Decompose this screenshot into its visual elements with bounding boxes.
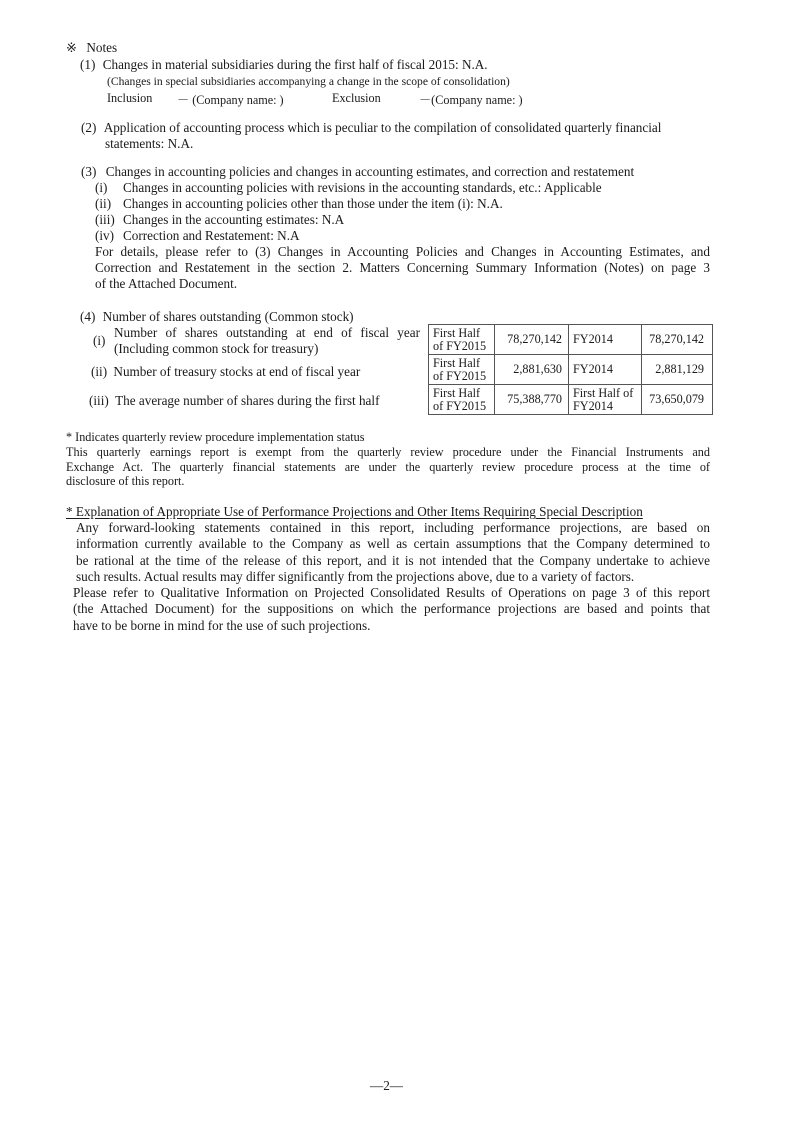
period-cell: FY2014 — [569, 355, 642, 385]
shares-row-ii-label: (ii) Number of treasury stocks at end of fiscal year — [91, 364, 361, 379]
shares-row-i-num: (i) — [93, 333, 106, 348]
exclusion-value: －(Company name: ) — [419, 93, 523, 107]
value-cell: 73,650,079 — [642, 385, 713, 415]
period-cell: First Half of FY2015 — [429, 385, 495, 415]
note-item-4: (4) Number of shares outstanding (Common stock) — [80, 309, 354, 324]
shares-row-iii-label: (iii) The average number of shares during the first half — [89, 393, 380, 408]
note-item-3: (3) Changes in accounting policies and changes in accounting estimates, and correction and restatement — [81, 164, 635, 179]
note-item-3-sub-ii: (ii) Changes in accounting policies other than those under the item (i): N.A. — [95, 196, 503, 211]
inclusion-label: Inclusion — [107, 91, 153, 105]
note-item-1: (1) Changes in material subsidiaries during the first half of fiscal 2015: N.A. — [80, 57, 488, 72]
note-item-3-sub-iv: (iv) Correction and Restatement: N.A — [95, 228, 300, 243]
shares-table — [428, 324, 713, 415]
value-cell: 75,388,770 — [495, 385, 569, 415]
notes-heading: ※ Notes — [66, 40, 118, 55]
table-row — [429, 385, 713, 415]
note-item-3-details: For details, please refer to (3) Changes in Accounting Policies and Changes in Accounting Estimates, and Correction and Restatement in the section 2. Matters Concerning Summary Information (Notes) on page 3 of the Attached Document. — [95, 244, 710, 291]
note-item-2-line2: statements: N.A. — [105, 136, 194, 151]
period-cell: First Half of FY2015 — [429, 355, 495, 385]
value-cell: 78,270,142 — [495, 325, 569, 355]
note-item-3-sub-iii: (iii) Changes in the accounting estimates: N.A — [95, 212, 345, 227]
period-cell: First Half of FY2014 — [569, 385, 642, 415]
shares-row-i-label: Number of shares outstanding at end of fiscal year — [114, 325, 420, 340]
page-number: ―2― — [370, 1078, 403, 1093]
reference-mark-icon: ※ — [66, 40, 78, 55]
exclusion-label: Exclusion — [332, 91, 381, 105]
value-cell: 2,881,129 — [642, 355, 713, 385]
projections-heading: * Explanation of Appropriate Use of Performance Projections and Other Items Requiring Special Description — [66, 504, 643, 519]
value-cell: 78,270,142 — [642, 325, 713, 355]
shares-row-i-label-line2: (Including common stock for treasury) — [114, 341, 319, 356]
note-item-2: (2) Application of accounting process which is peculiar to the compilation of consolidated quarterly financial — [81, 120, 662, 135]
table-row — [429, 325, 713, 355]
value-cell: 2,881,630 — [495, 355, 569, 385]
projections-para-2: Please refer to Qualitative Information on Projected Consolidated Results of Operations on page 3 of this report (the Attached Document) for the suppositions on which the performance projections are based and points that have to be borne in mind for the use of such projections. — [73, 585, 710, 633]
note-item-3-sub-i: (i) Changes in accounting policies with revisions in the accounting standards, etc.: Applicable — [95, 180, 602, 195]
period-cell: First Half of FY2015 — [429, 325, 495, 355]
review-status-heading: * Indicates quarterly review procedure implementation status — [66, 430, 365, 444]
note-item-1-sub: (Changes in special subsidiaries accompanying a change in the scope of consolidation) — [107, 75, 510, 88]
table-row — [429, 355, 713, 385]
projections-para-1: Any forward-looking statements contained in this report, including performance projections, are based on information currently available to the Company as well as certain assumptions that the Company determined to be rational at the time of the release of this report, and it is not intended that the Company undertake to achieve such results. Actual results may differ significantly from the projections above, due to a variety of factors. — [76, 520, 710, 584]
inclusion-value: － (Company name: ) — [177, 93, 284, 107]
review-status-body: This quarterly earnings report is exempt from the quarterly review procedure under the Financial Instruments and Exchange Act. The quarterly financial statements are under the quarterly review procedure process at the time of disclosure of this report. — [66, 445, 710, 488]
period-cell: FY2014 — [569, 325, 642, 355]
